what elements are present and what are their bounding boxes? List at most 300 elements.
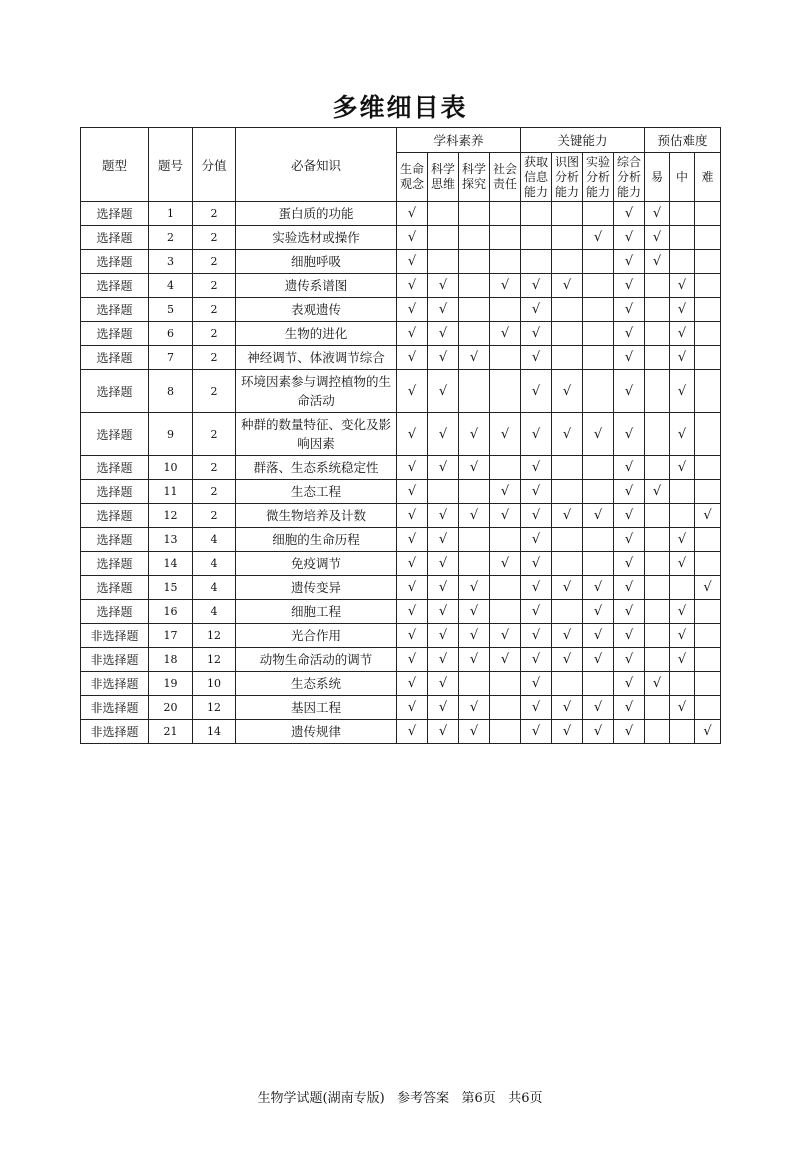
check-mark: √ (652, 484, 662, 499)
cell-mark-3 (490, 370, 521, 413)
cell-mark-1 (428, 250, 459, 274)
check-mark: √ (624, 302, 634, 317)
table-row (81, 322, 721, 346)
cell-mark-9 (670, 226, 695, 250)
check-mark: √ (593, 230, 603, 245)
cell-score: 2 (193, 480, 236, 504)
check-mark: √ (677, 426, 687, 442)
cell-mark-3 (490, 672, 521, 696)
cell-mark-5 (552, 226, 583, 250)
header-sub-ability_sub-3 (614, 153, 645, 202)
cell-mark-4 (521, 720, 552, 744)
check-mark: √ (500, 652, 510, 667)
check-mark: √ (531, 556, 541, 571)
cell-number: 13 (149, 528, 193, 552)
check-mark: √ (562, 628, 572, 643)
cell-mark-10 (695, 600, 721, 624)
check-mark: √ (438, 604, 448, 619)
cell-score: 2 (193, 504, 236, 528)
check-mark: √ (469, 628, 479, 643)
cell-mark-7 (614, 528, 645, 552)
cell-mark-4 (521, 346, 552, 370)
header-sub-label: 科学探究 (461, 162, 486, 191)
header-row-groups (81, 128, 721, 153)
check-mark: √ (677, 652, 687, 667)
cell-mark-2 (459, 322, 490, 346)
cell-score: 4 (193, 600, 236, 624)
cell-mark-6 (583, 370, 614, 413)
check-mark: √ (531, 604, 541, 619)
cell-mark-3 (490, 504, 521, 528)
cell-mark-7 (614, 274, 645, 298)
cell-mark-0 (397, 696, 428, 720)
cell-mark-7 (614, 456, 645, 480)
cell-mark-10 (695, 322, 721, 346)
check-mark: √ (438, 556, 448, 571)
cell-mark-3 (490, 298, 521, 322)
cell-mark-8 (645, 298, 670, 322)
cell-mark-1 (428, 370, 459, 413)
cell-type: 选择题 (81, 250, 149, 274)
check-mark: √ (469, 350, 479, 365)
cell-mark-6 (583, 576, 614, 600)
cell-mark-5 (552, 552, 583, 576)
check-mark: √ (500, 508, 510, 523)
cell-mark-0 (397, 274, 428, 298)
cell-type: 选择题 (81, 202, 149, 226)
cell-mark-2 (459, 576, 490, 600)
check-mark: √ (624, 652, 634, 667)
check-mark: √ (624, 604, 634, 619)
cell-mark-6 (583, 480, 614, 504)
page-title: 多维细目表 (332, 93, 468, 122)
cell-mark-4 (521, 672, 552, 696)
cell-mark-3 (490, 250, 521, 274)
cell-score: 2 (193, 346, 236, 370)
cell-number: 16 (149, 600, 193, 624)
table-row (81, 576, 721, 600)
cell-mark-2 (459, 600, 490, 624)
check-mark: √ (531, 532, 541, 547)
cell-mark-7 (614, 600, 645, 624)
cell-mark-6 (583, 600, 614, 624)
cell-mark-3 (490, 413, 521, 456)
cell-mark-2 (459, 552, 490, 576)
check-mark: √ (624, 460, 634, 475)
header-sub-literacy_sub-1 (428, 153, 459, 202)
cell-mark-3 (490, 624, 521, 648)
check-mark: √ (407, 580, 417, 595)
table-row (81, 696, 721, 720)
cell-mark-0 (397, 322, 428, 346)
header-literacy-group: 学科素养 (397, 128, 521, 153)
check-mark: √ (593, 628, 603, 643)
check-mark: √ (531, 484, 541, 499)
cell-mark-9 (670, 528, 695, 552)
table-row (81, 274, 721, 298)
check-mark: √ (624, 230, 634, 245)
cell-mark-6 (583, 322, 614, 346)
cell-mark-10 (695, 696, 721, 720)
cell-mark-10 (695, 720, 721, 744)
cell-mark-4 (521, 480, 552, 504)
header-sub-label: 获取信息能力 (524, 154, 549, 199)
cell-type: 选择题 (81, 552, 149, 576)
cell-number: 8 (149, 370, 193, 413)
cell-mark-9 (670, 672, 695, 696)
cell-mark-0 (397, 250, 428, 274)
check-mark: √ (438, 350, 448, 365)
header-knowledge: 必备知识 (236, 128, 397, 202)
cell-mark-1 (428, 322, 459, 346)
cell-mark-6 (583, 274, 614, 298)
check-mark: √ (407, 532, 417, 547)
check-mark: √ (703, 508, 712, 523)
cell-number: 11 (149, 480, 193, 504)
check-mark: √ (624, 700, 634, 715)
table-row (81, 624, 721, 648)
cell-mark-10 (695, 250, 721, 274)
cell-type: 选择题 (81, 370, 149, 413)
cell-mark-5 (552, 413, 583, 456)
check-mark: √ (624, 484, 634, 499)
check-mark: √ (677, 460, 687, 475)
cell-mark-3 (490, 202, 521, 226)
header-sub-label: 难 (701, 169, 714, 184)
cell-mark-3 (490, 226, 521, 250)
header-difficulty-group: 预估难度 (645, 128, 721, 153)
cell-mark-5 (552, 298, 583, 322)
cell-mark-4 (521, 576, 552, 600)
cell-knowledge: 细胞呼吸 (236, 250, 397, 274)
cell-type: 选择题 (81, 504, 149, 528)
table-row (81, 346, 721, 370)
cell-mark-2 (459, 696, 490, 720)
cell-type: 非选择题 (81, 720, 149, 744)
check-mark: √ (677, 383, 687, 399)
check-mark: √ (562, 426, 572, 442)
cell-mark-10 (695, 202, 721, 226)
check-mark: √ (624, 278, 634, 293)
check-mark: √ (469, 580, 479, 595)
cell-mark-0 (397, 600, 428, 624)
cell-type: 选择题 (81, 322, 149, 346)
cell-mark-3 (490, 322, 521, 346)
cell-mark-3 (490, 480, 521, 504)
cell-mark-5 (552, 648, 583, 672)
cell-mark-7 (614, 346, 645, 370)
check-mark: √ (407, 556, 417, 571)
check-mark: √ (469, 652, 479, 667)
cell-mark-9 (670, 456, 695, 480)
cell-knowledge: 遗传规律 (236, 720, 397, 744)
cell-mark-6 (583, 298, 614, 322)
cell-mark-9 (670, 250, 695, 274)
cell-mark-7 (614, 226, 645, 250)
cell-mark-7 (614, 552, 645, 576)
check-mark: √ (500, 556, 510, 571)
cell-score: 2 (193, 274, 236, 298)
header-sub-difficulty_sub-1 (670, 153, 695, 202)
page-footer (0, 1087, 800, 1106)
cell-mark-6 (583, 624, 614, 648)
cell-mark-10 (695, 370, 721, 413)
cell-mark-9 (670, 504, 695, 528)
table-row (81, 413, 721, 456)
cell-mark-9 (670, 600, 695, 624)
cell-mark-4 (521, 202, 552, 226)
cell-mark-9 (670, 648, 695, 672)
cell-number: 14 (149, 552, 193, 576)
cell-mark-3 (490, 600, 521, 624)
check-mark: √ (438, 532, 448, 547)
check-mark: √ (652, 254, 662, 269)
cell-mark-3 (490, 648, 521, 672)
cell-mark-1 (428, 552, 459, 576)
cell-knowledge: 生物的进化 (236, 322, 397, 346)
table-row (81, 648, 721, 672)
cell-mark-8 (645, 648, 670, 672)
cell-mark-9 (670, 624, 695, 648)
cell-type: 选择题 (81, 346, 149, 370)
cell-type: 非选择题 (81, 672, 149, 696)
cell-mark-5 (552, 576, 583, 600)
cell-mark-5 (552, 696, 583, 720)
header-sub-ability_sub-1 (552, 153, 583, 202)
check-mark: √ (500, 278, 510, 293)
header-sub-label: 社会责任 (493, 162, 518, 191)
cell-score: 4 (193, 552, 236, 576)
check-mark: √ (469, 508, 479, 523)
header-sub-label: 生命观念 (399, 162, 424, 191)
check-mark: √ (531, 676, 541, 691)
check-mark: √ (407, 383, 417, 399)
cell-mark-8 (645, 720, 670, 744)
check-mark: √ (562, 508, 572, 523)
check-mark: √ (531, 426, 541, 442)
header-sub-label: 科学思维 (430, 162, 455, 191)
check-mark: √ (438, 383, 448, 399)
cell-mark-2 (459, 346, 490, 370)
cell-type: 选择题 (81, 528, 149, 552)
cell-mark-2 (459, 250, 490, 274)
table-row (81, 202, 721, 226)
cell-score: 12 (193, 624, 236, 648)
check-mark: √ (593, 426, 603, 442)
cell-score: 4 (193, 576, 236, 600)
check-mark: √ (562, 383, 572, 399)
check-mark: √ (438, 676, 448, 691)
cell-mark-1 (428, 576, 459, 600)
cell-mark-8 (645, 250, 670, 274)
cell-mark-6 (583, 456, 614, 480)
cell-mark-2 (459, 672, 490, 696)
table-row (81, 370, 721, 413)
check-mark: √ (531, 326, 541, 341)
check-mark: √ (677, 278, 687, 293)
cell-mark-1 (428, 672, 459, 696)
cell-number: 18 (149, 648, 193, 672)
check-mark: √ (677, 302, 687, 317)
check-mark: √ (407, 460, 417, 475)
cell-number: 21 (149, 720, 193, 744)
cell-number: 6 (149, 322, 193, 346)
header-sub-label: 综合分析能力 (617, 154, 642, 199)
cell-score: 2 (193, 202, 236, 226)
table-row (81, 552, 721, 576)
table-row (81, 672, 721, 696)
cell-knowledge: 动物生命活动的调节 (236, 648, 397, 672)
check-mark: √ (469, 460, 479, 475)
check-mark: √ (624, 532, 634, 547)
cell-mark-8 (645, 413, 670, 456)
check-mark: √ (703, 580, 712, 595)
check-mark: √ (438, 302, 448, 317)
cell-mark-6 (583, 504, 614, 528)
cell-type: 选择题 (81, 274, 149, 298)
cell-mark-10 (695, 456, 721, 480)
cell-knowledge: 生态系统 (236, 672, 397, 696)
check-mark: √ (407, 254, 417, 269)
check-mark: √ (500, 484, 510, 499)
cell-mark-9 (670, 480, 695, 504)
cell-mark-4 (521, 528, 552, 552)
cell-mark-0 (397, 504, 428, 528)
cell-mark-10 (695, 552, 721, 576)
table-row (81, 250, 721, 274)
cell-mark-9 (670, 720, 695, 744)
header-ability-group: 关键能力 (521, 128, 645, 153)
cell-knowledge: 群落、生态系统稳定性 (236, 456, 397, 480)
cell-mark-3 (490, 552, 521, 576)
cell-mark-1 (428, 480, 459, 504)
cell-type: 非选择题 (81, 696, 149, 720)
cell-type: 选择题 (81, 298, 149, 322)
cell-knowledge: 细胞工程 (236, 600, 397, 624)
cell-mark-4 (521, 504, 552, 528)
check-mark: √ (624, 724, 634, 739)
check-mark: √ (677, 532, 687, 547)
header-sub-literacy_sub-3 (490, 153, 521, 202)
cell-mark-3 (490, 274, 521, 298)
cell-mark-6 (583, 226, 614, 250)
cell-mark-0 (397, 648, 428, 672)
check-mark: √ (624, 383, 634, 399)
cell-score: 2 (193, 298, 236, 322)
cell-number: 15 (149, 576, 193, 600)
cell-mark-10 (695, 346, 721, 370)
cell-mark-9 (670, 576, 695, 600)
cell-knowledge: 基因工程 (236, 696, 397, 720)
cell-mark-2 (459, 202, 490, 226)
cell-mark-1 (428, 226, 459, 250)
check-mark: √ (593, 508, 603, 523)
check-mark: √ (624, 326, 634, 341)
check-mark: √ (703, 724, 712, 739)
cell-mark-0 (397, 456, 428, 480)
cell-knowledge: 遗传变异 (236, 576, 397, 600)
table-row (81, 480, 721, 504)
cell-mark-1 (428, 456, 459, 480)
cell-type: 选择题 (81, 600, 149, 624)
cell-mark-4 (521, 274, 552, 298)
cell-mark-7 (614, 250, 645, 274)
cell-mark-4 (521, 624, 552, 648)
check-mark: √ (593, 604, 603, 619)
check-mark: √ (407, 628, 417, 643)
footer-answer: 参考答案 (397, 1091, 450, 1106)
cell-mark-0 (397, 298, 428, 322)
footer-total: 共6页 (508, 1091, 543, 1106)
cell-score: 14 (193, 720, 236, 744)
check-mark: √ (407, 484, 417, 499)
cell-knowledge: 免疫调节 (236, 552, 397, 576)
check-mark: √ (438, 652, 448, 667)
cell-knowledge: 环境因素参与调控植物的生命活动 (236, 370, 397, 413)
check-mark: √ (624, 676, 634, 691)
table-row (81, 720, 721, 744)
header-number: 题号 (149, 128, 193, 202)
check-mark: √ (407, 350, 417, 365)
table-body (81, 202, 721, 744)
check-mark: √ (438, 426, 448, 442)
cell-mark-1 (428, 504, 459, 528)
check-mark: √ (531, 580, 541, 595)
cell-number: 20 (149, 696, 193, 720)
cell-mark-6 (583, 413, 614, 456)
check-mark: √ (438, 580, 448, 595)
cell-mark-2 (459, 274, 490, 298)
cell-mark-1 (428, 600, 459, 624)
cell-mark-4 (521, 298, 552, 322)
check-mark: √ (407, 604, 417, 619)
cell-mark-8 (645, 202, 670, 226)
check-mark: √ (531, 383, 541, 399)
check-mark: √ (438, 724, 448, 739)
cell-mark-4 (521, 696, 552, 720)
cell-type: 选择题 (81, 576, 149, 600)
check-mark: √ (500, 628, 510, 643)
cell-number: 12 (149, 504, 193, 528)
cell-mark-7 (614, 720, 645, 744)
cell-mark-4 (521, 322, 552, 346)
cell-mark-7 (614, 370, 645, 413)
header-score: 分值 (193, 128, 236, 202)
cell-mark-0 (397, 226, 428, 250)
cell-mark-9 (670, 696, 695, 720)
cell-number: 4 (149, 274, 193, 298)
cell-mark-10 (695, 648, 721, 672)
cell-mark-0 (397, 370, 428, 413)
check-mark: √ (531, 508, 541, 523)
cell-mark-8 (645, 528, 670, 552)
cell-mark-1 (428, 274, 459, 298)
cell-mark-0 (397, 480, 428, 504)
check-mark: √ (500, 426, 510, 442)
cell-mark-0 (397, 346, 428, 370)
cell-mark-6 (583, 528, 614, 552)
cell-mark-0 (397, 720, 428, 744)
cell-type: 非选择题 (81, 624, 149, 648)
cell-score: 2 (193, 456, 236, 480)
cell-mark-6 (583, 250, 614, 274)
check-mark: √ (624, 508, 634, 523)
check-mark: √ (593, 724, 603, 739)
cell-mark-5 (552, 624, 583, 648)
cell-mark-4 (521, 370, 552, 413)
cell-mark-2 (459, 226, 490, 250)
cell-mark-7 (614, 672, 645, 696)
